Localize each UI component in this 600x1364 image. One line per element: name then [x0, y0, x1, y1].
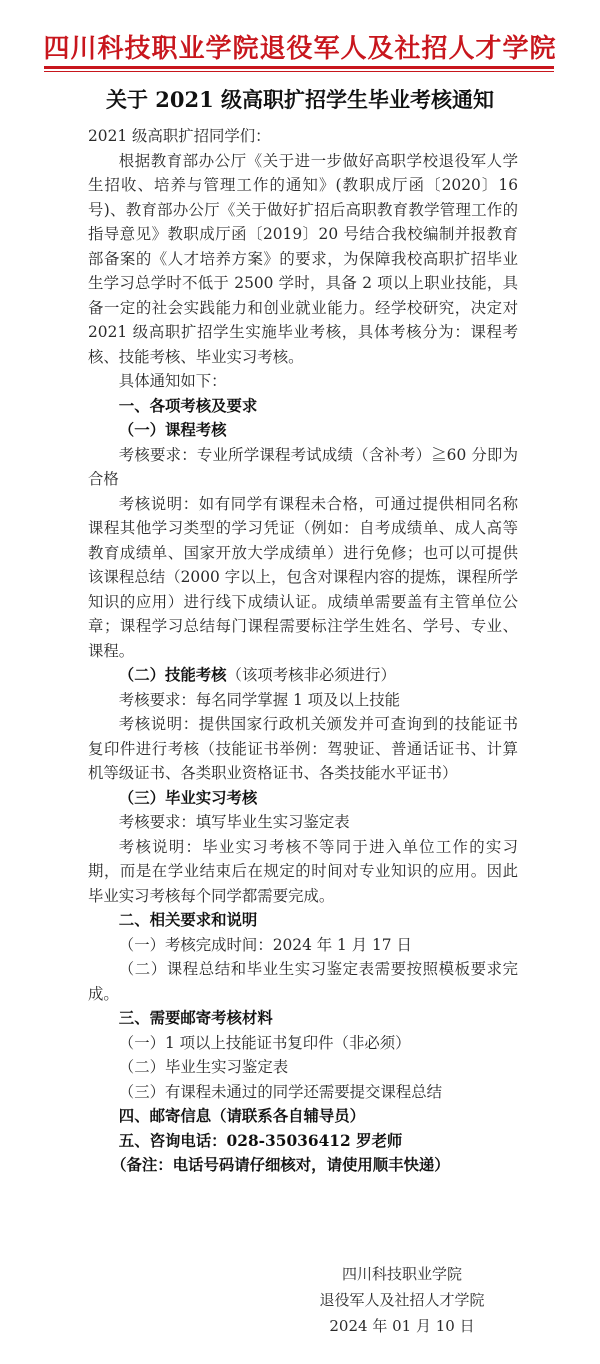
notice-body — [88, 124, 518, 1178]
remark: （备注：电话号码请仔细核对，请使用顺丰快递） — [111, 1156, 450, 1174]
section-1-2-requirement: 考核要求：每名同学掌握 1 项及以上技能 — [118, 690, 401, 709]
section-1-3-description: 考核说明：毕业实习考核不等同于进入单位工作的实习期，而是在学业结束后在规定的时间对专业知识的应用。因此毕业实习考核每个同学都需要完成。 — [88, 837, 518, 905]
signature-dept: 退役军人及社招人才学院 — [319, 1291, 485, 1309]
section-1-title: 一、各项考核及要求 — [118, 396, 258, 415]
signature-date: 2024 年 01 月 10 日 — [329, 1317, 475, 1335]
section-3-title: 三、需要邮寄考核材料 — [118, 1009, 273, 1027]
section-2-item-2: （二）课程总结和毕业生实习鉴定表需要按照模板要求完成。 — [88, 960, 518, 1003]
section-1-3-title: （三）毕业实习考核 — [118, 788, 258, 807]
signature-block — [282, 1261, 522, 1339]
section-1-1-requirement: 考核要求：专业所学课程考试成绩（含补考）≧60 分即为合格 — [88, 445, 518, 488]
signature-school: 四川科技职业学院 — [341, 1265, 462, 1283]
header-rule-thick — [44, 66, 554, 69]
section-1-1-title: （一）课程考核 — [118, 421, 227, 439]
section-3-item-3: （三）有课程未通过的同学还需要提交课程总结 — [118, 1082, 443, 1101]
section-3-item-1: （一）1 项以上技能证书复印件（非必须） — [118, 1033, 411, 1052]
greeting: 2021 级高职扩招同学们： — [88, 127, 271, 145]
section-2-title: 二、相关要求和说明 — [118, 911, 258, 929]
section-1-2-description: 考核说明：提供国家行政机关颁发并可查询到的技能证书复印件进行考核（技能证书举例：驾驶证、普通话证书、计算机等级证书、各类职业资格证书、各类技能水平证书） — [88, 715, 518, 782]
section-3-item-2: （二）毕业生实习鉴定表 — [118, 1058, 289, 1076]
section-1-2-title: （二）技能考核 — [118, 666, 227, 684]
intro-paragraph: 根据教育部办公厅《关于进一步做好高职学校退役军人学生招收、培养与管理工作的通知》(教职成厅函〔2020〕16号)、教育部办公厅《关于做好扩招后高职教育教学管理工作的指导意见》教职成厅函〔2019〕20 号结合我校编制并报教育部备案的《人才培养方案》的要求，为保障我校高职扩招毕业生学习总学时不低于 2500 学时，具备 2 项以上职业技能，具备一定的社会实践能力和创业就业能力。经学校研究，决定对 2021 级高职扩招学生实施毕业考核，具体考核分为：课程考核、技能考核、毕业实习考核。 — [88, 151, 518, 366]
section-1-1-description: 考核说明：如有同学有课程未合格，可通过提供相同名称课程其他学习类型的学习凭证（例如：自考成绩单、成人高等教育成绩单、国家开放大学成绩单）进行免修；也可以可提供该课程总结（2000 字以上，包含对课程内容的提炼，课程所学知识的应用）进行线下成绩认证。成绩单需要盖有主管单位公章；课程学习总结每门课程需要标注学生姓名、学号、专业、课程。 — [88, 494, 518, 660]
section-1-3-requirement: 考核要求：填写毕业生实习鉴定表 — [118, 813, 350, 831]
org-header: 四川科技职业学院退役军人及社招人才学院 — [43, 34, 557, 64]
section-2-item-1: （一）考核完成时间：2024 年 1 月 17 日 — [118, 935, 412, 954]
section-1-2-note: （该项考核非必须进行） — [226, 666, 396, 684]
notice-title: 关于 2021 级高职扩招学生毕业考核通知 — [105, 87, 495, 112]
lead-line: 具体通知如下： — [118, 372, 227, 390]
section-4-title: 四、邮寄信息（请联系各自辅导员） — [118, 1107, 366, 1125]
section-5-title: 五、咨询电话：028-35036412 罗老师 — [118, 1131, 403, 1150]
header-rule-thin — [44, 71, 554, 72]
section-1-2-heading — [88, 663, 518, 688]
